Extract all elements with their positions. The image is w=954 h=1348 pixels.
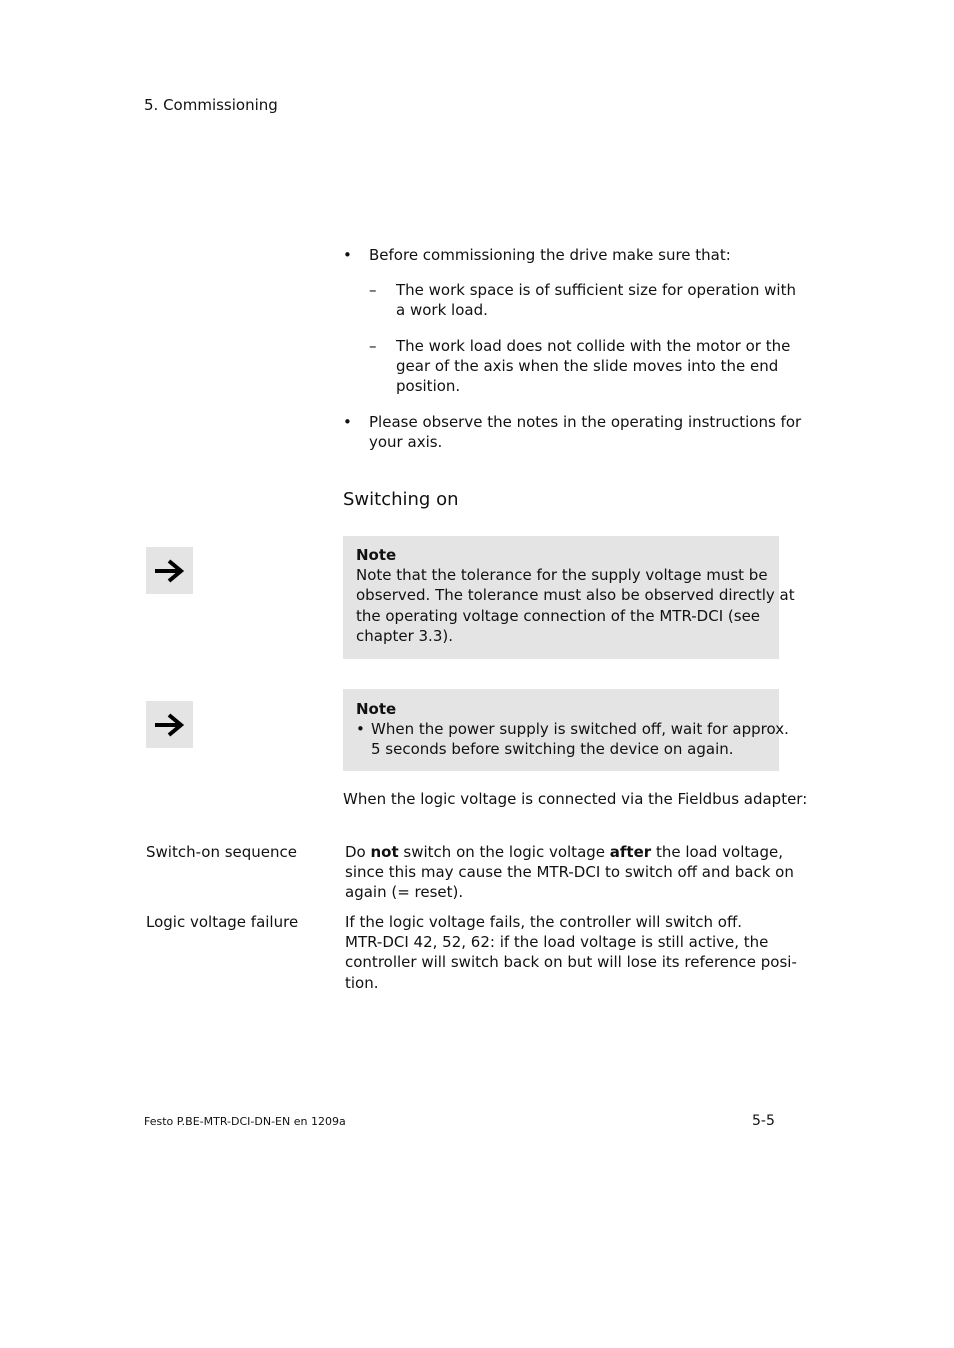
- text-run: Do: [345, 843, 371, 861]
- text-run: the load voltage,: [651, 843, 783, 861]
- intro-text: When the logic voltage is connected via the Fieldbus adapter:: [343, 790, 808, 808]
- checklist-dash-1-line-2: a work load.: [396, 301, 488, 319]
- failure-text-line: MTR-DCI 42, 52, 62: if the load voltage is still active, the: [345, 933, 769, 951]
- section-heading: Switching on: [343, 489, 459, 510]
- side-label-logic-voltage-failure: Logic voltage failure: [146, 913, 299, 931]
- sequence-text-line: since this may cause the MTR-DCI to switch off and back on: [345, 863, 794, 881]
- failure-text-line: tion.: [345, 974, 379, 992]
- footer-page-number: 5-5: [752, 1113, 775, 1129]
- footer-document-id: Festo P.BE-MTR-DCI-DN-EN en 1209a: [144, 1115, 346, 1128]
- note-text-line: Note that the tolerance for the supply voltage must be: [356, 566, 768, 584]
- sequence-text-line: [345, 842, 783, 862]
- dash-marker: –: [369, 281, 377, 299]
- note-box: [343, 689, 789, 771]
- checklist-dash-2-line-1: The work load does not collide with the motor or the: [396, 337, 791, 355]
- arrow-right-icon: [152, 710, 188, 740]
- note-text-line: chapter 3.3).: [356, 627, 453, 645]
- note-arrow-box: [146, 547, 193, 594]
- chapter-heading: 5. Commissioning: [144, 96, 278, 114]
- note-title: Note: [356, 700, 397, 718]
- checklist-bullet-2-line-2: your axis.: [369, 433, 443, 451]
- side-label-switch-on-sequence: Switch-on sequence: [146, 843, 298, 861]
- arrow-right-icon: [152, 556, 188, 586]
- bullet-marker: •: [343, 246, 352, 264]
- bullet-marker: •: [356, 720, 365, 738]
- note-arrow-box: [146, 701, 193, 748]
- checklist-dash-1-line-1: The work space is of sufficient size for operation with: [396, 281, 796, 299]
- note-box: [343, 536, 795, 659]
- checklist-bullet-1: Before commissioning the drive make sure that:: [369, 246, 731, 264]
- emphasis-not: not: [370, 843, 399, 861]
- note-text-line: the operating voltage connection of the MTR-DCI (see: [356, 607, 761, 625]
- emphasis-after: after: [609, 843, 652, 861]
- dash-marker: –: [369, 337, 377, 355]
- failure-text-line: If the logic voltage fails, the controller will switch off.: [345, 913, 743, 931]
- checklist-dash-2-line-2: gear of the axis when the slide moves into the end: [396, 357, 779, 375]
- checklist-dash-2-line-3: position.: [396, 377, 461, 395]
- bullet-marker: •: [343, 413, 352, 431]
- note-text-line: observed. The tolerance must also be observed directly at: [356, 586, 795, 604]
- note-text-line: When the power supply is switched off, wait for approx.: [371, 720, 789, 738]
- note-text-line: 5 seconds before switching the device on again.: [371, 740, 734, 758]
- failure-text-line: controller will switch back on but will lose its reference posi-: [345, 953, 797, 971]
- text-run: switch on the logic voltage: [398, 843, 610, 861]
- note-title: Note: [356, 546, 397, 564]
- sequence-text-line: again (= reset).: [345, 883, 464, 901]
- checklist-bullet-2-line-1: Please observe the notes in the operating instructions for: [369, 413, 802, 431]
